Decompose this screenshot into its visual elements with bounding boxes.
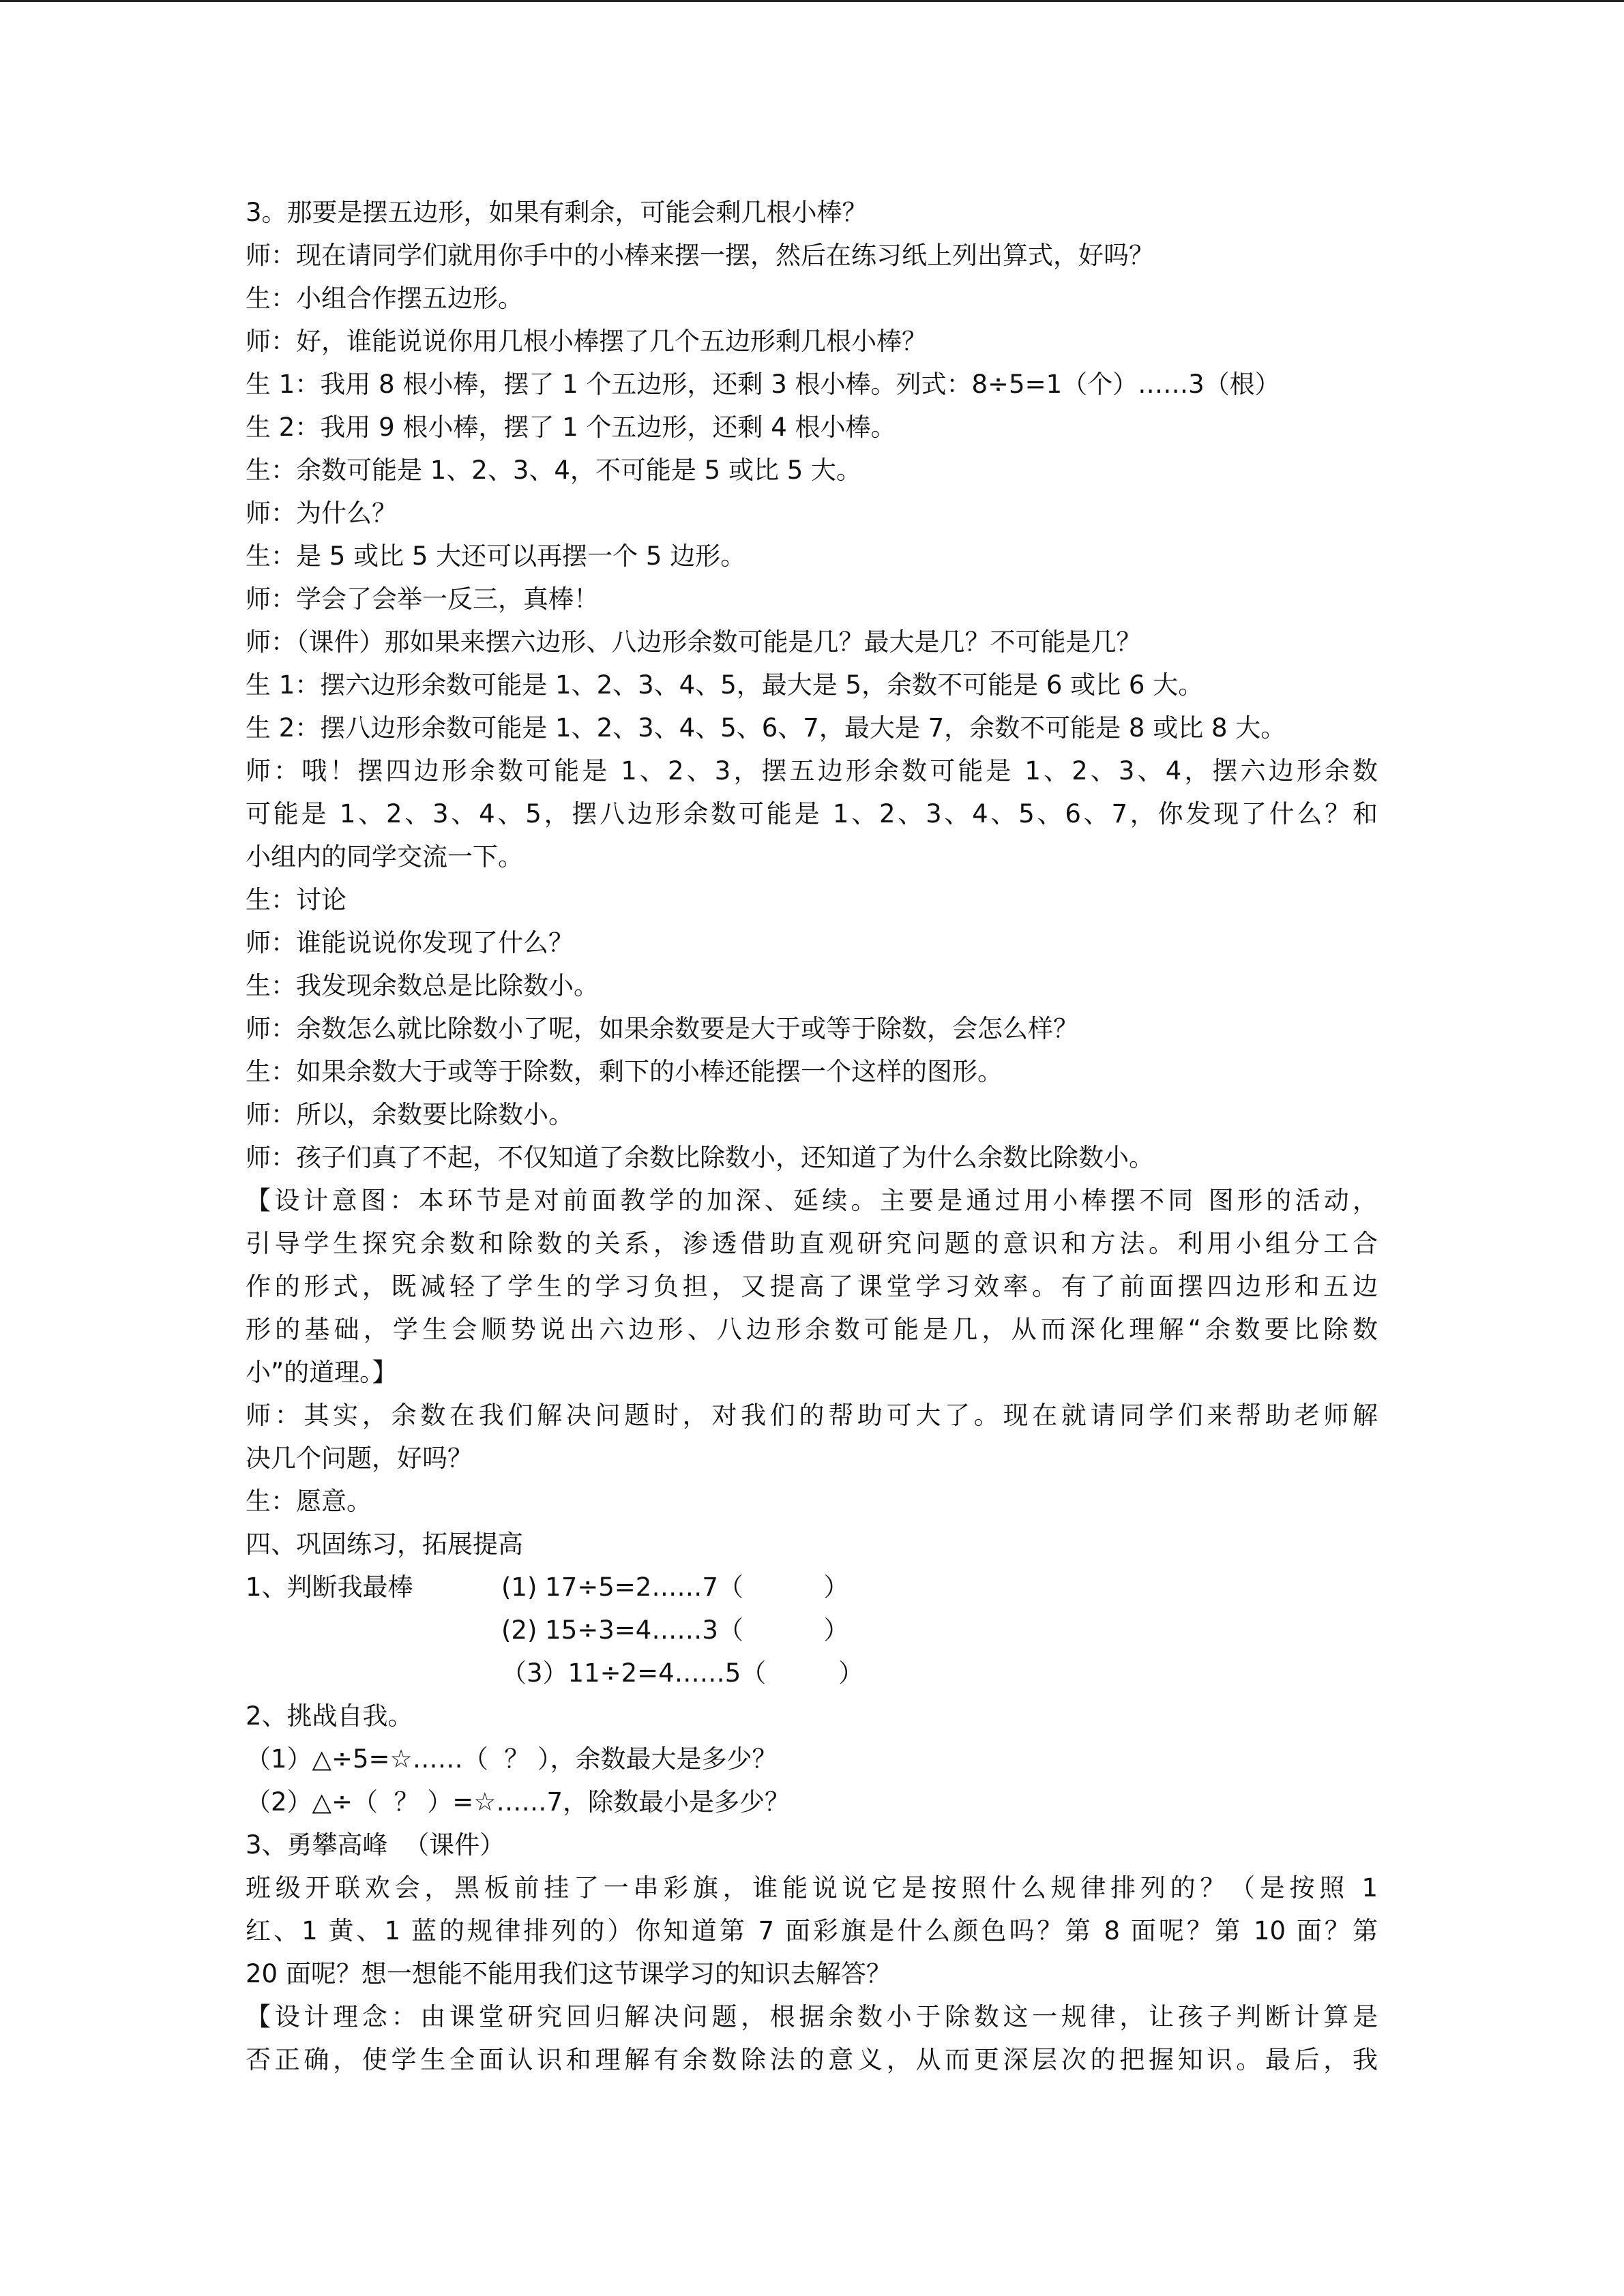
text-line: 师：学会了会举一反三，真棒！ <box>246 584 599 614</box>
page-top-border <box>0 0 1624 2</box>
design-intent-line: 形的基础，学生会顺势说出六边形、八边形余数可能是几，从而深化理解“余数要比除数 <box>246 1315 1378 1344</box>
text-line: 师：现在请同学们就用你手中的小棒来摆一摆，然后在练习纸上列出算式，好吗？ <box>246 241 1154 270</box>
text-line: 师：（课件）那如果来摆六边形、八边形余数可能是几？最大是几？不可能是几？ <box>246 627 1142 657</box>
text-line: （1）△÷5=☆……（ ？ ），余数最大是多少？ <box>246 1744 778 1774</box>
text-line: 生：小组合作摆五边形。 <box>246 284 523 313</box>
text-line: 师：哦！摆四边形余数可能是 1、2、3，摆五边形余数可能是 1、2、3、4，摆六边形余数 <box>246 756 1378 786</box>
judge-question-row <box>246 1609 1378 1652</box>
text-line: 生 1：我用 8 根小棒，摆了 1 个五边形，还剩 3 根小棒。列式：8÷5=1（个）……3（根） <box>246 370 1280 399</box>
text-line: 师：所以，余数要比除数小。 <box>246 1100 574 1129</box>
text-line: 3。那要是摆五边形，如果有剩余，可能会剩几根小棒？ <box>246 198 868 227</box>
design-intent-line: 作的形式，既减轻了学生的学习负担，又提高了课堂学习效率。有了前面摆四边形和五边 <box>246 1272 1378 1301</box>
text-line: 2、挑战自我。 <box>246 1701 413 1731</box>
text-line: 师：为什么？ <box>246 498 397 528</box>
text-line: 生 2：摆八边形余数可能是 1、2、3、4、5、6、7，最大是 7，余数不可能是 8 或比 8 大。 <box>246 713 1286 743</box>
text-line: 师：其实，余数在我们解决问题时，对我们的帮助可大了。现在就请同学们来帮助老师解 <box>246 1401 1378 1430</box>
text-line: 3、勇攀高峰 （课件） <box>246 1830 505 1860</box>
text-line: 红、1 黄、1 蓝的规律排列的）你知道第 7 面彩旗是什么颜色吗？第 8 面呢？第 10 面？第 <box>246 1916 1378 1945</box>
text-line: 生 2：我用 9 根小棒，摆了 1 个五边形，还剩 4 根小棒。 <box>246 413 896 442</box>
design-concept-line: 否正确，使学生全面认识和理解有余数除法的意义，从而更深层次的把握知识。最后，我 <box>246 2045 1378 2074</box>
text-line: 生 1：摆六边形余数可能是 1、2、3、4、5，最大是 5，余数不可能是 6 或比 6 大。 <box>246 670 1204 700</box>
judge-question-row <box>246 1566 1378 1609</box>
text-line: 师：余数怎么就比除数小了呢，如果余数要是大于或等于除数，会怎么样？ <box>246 1014 1078 1043</box>
text-line: 师：好，谁能说说你用几根小棒摆了几个五边形剩几根小棒？ <box>246 327 927 356</box>
text-line: 生：如果余数大于或等于除数，剩下的小棒还能摆一个这样的图形。 <box>246 1057 1003 1086</box>
text-line: （2）△÷（ ？ ）=☆……7，除数最小是多少？ <box>246 1787 790 1817</box>
judge-item: (1) 17÷5=2……7（ ） <box>501 1572 849 1602</box>
design-concept-line: 【设计理念：由课堂研究回归解决问题，根据余数小于除数这一规律，让孩子判断计算是 <box>246 2002 1378 2031</box>
text-line: 班级开联欢会，黑板前挂了一串彩旗，谁能说说它是按照什么规律排列的？（是按照 1 <box>246 1873 1378 1903</box>
judge-question-row <box>246 1652 1378 1695</box>
judge-item: (2) 15÷3=4……3（ ） <box>501 1615 849 1645</box>
text-line: 师：孩子们真了不起，不仅知道了余数比除数小，还知道了为什么余数比除数小。 <box>246 1143 1154 1172</box>
text-line: 小组内的同学交流一下。 <box>246 842 523 871</box>
text-line: 生：讨论 <box>246 885 346 914</box>
text-line: 生：愿意。 <box>246 1487 372 1516</box>
section-heading: 四、巩固练习，拓展提高 <box>246 1530 523 1559</box>
design-intent-line: 引导学生探究余数和除数的关系，渗透借助直观研究问题的意识和方法。利用小组分工合 <box>246 1229 1378 1258</box>
text-line: 20 面呢？想一想能不能用我们这节课学习的知识去解答？ <box>246 1959 891 1988</box>
text-line: 生：是 5 或比 5 大还可以再摆一个 5 边形。 <box>246 541 746 571</box>
document-page <box>246 191 1378 2081</box>
text-line: 生：我发现余数总是比除数小。 <box>246 971 599 1000</box>
judge-item: （3）11÷2=4……5（ ） <box>501 1658 864 1688</box>
text-line: 师：谁能说说你发现了什么？ <box>246 928 574 957</box>
text-line: 可能是 1、2、3、4、5，摆八边形余数可能是 1、2、3、4、5、6、7，你发现了什么？和 <box>246 799 1378 829</box>
text-line: 生：余数可能是 1、2、3、4，不可能是 5 或比 5 大。 <box>246 456 862 485</box>
text-line: 决几个问题，好吗？ <box>246 1444 473 1473</box>
judge-question-lead: 1、判断我最棒 <box>246 1572 413 1602</box>
design-intent-line: 小”的道理。】 <box>246 1358 398 1387</box>
design-intent-line: 【设计意图：本环节是对前面教学的加深、延续。主要是通过用小棒摆不同 图形的活动， <box>246 1186 1378 1215</box>
